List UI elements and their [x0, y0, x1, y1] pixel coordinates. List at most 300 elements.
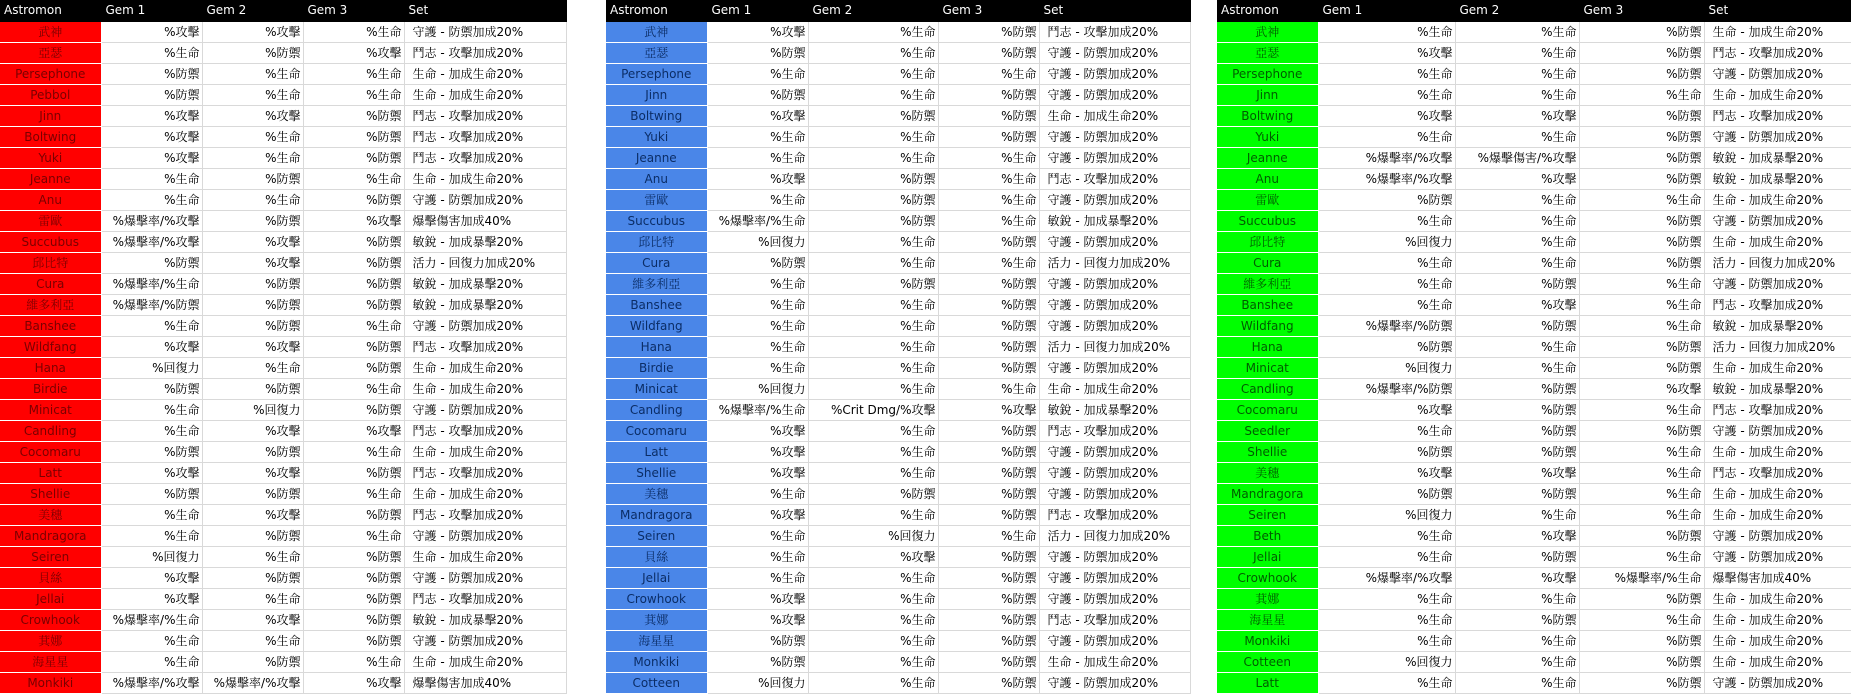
- gem1-cell[interactable]: %回復力: [707, 378, 808, 399]
- gem1-cell[interactable]: %生命: [1318, 294, 1455, 315]
- set-cell[interactable]: 守護 - 防禦加成20%: [1039, 84, 1190, 105]
- set-cell[interactable]: 敏銳 - 加成暴擊20%: [1704, 168, 1851, 189]
- gem1-cell[interactable]: %防禦: [101, 378, 202, 399]
- set-cell[interactable]: 生命 - 加成生命20%: [1039, 105, 1190, 126]
- gem2-cell[interactable]: %攻擊: [202, 504, 303, 525]
- astromon-name-cell[interactable]: 美穗: [0, 504, 101, 525]
- astromon-header[interactable]: Astromon: [1217, 0, 1318, 21]
- gem2-cell[interactable]: %防禦: [202, 441, 303, 462]
- gem2-cell[interactable]: %生命: [1455, 210, 1579, 231]
- astromon-name-cell[interactable]: Birdie: [0, 378, 101, 399]
- gem3-cell[interactable]: %生命: [1579, 441, 1704, 462]
- gem2-cell[interactable]: %防禦: [202, 315, 303, 336]
- astromon-name-cell[interactable]: Crowhook: [1217, 567, 1318, 588]
- gem3-cell[interactable]: %防禦: [303, 462, 404, 483]
- astromon-name-cell[interactable]: Jellai: [1217, 546, 1318, 567]
- gem3-cell[interactable]: %防禦: [938, 630, 1039, 651]
- gem1-cell[interactable]: %攻擊: [101, 588, 202, 609]
- gem3-cell[interactable]: %防禦: [938, 126, 1039, 147]
- set-cell[interactable]: 守護 - 防禦加成20%: [404, 21, 566, 42]
- astromon-name-cell[interactable]: 邱比特: [1217, 231, 1318, 252]
- gem3-cell[interactable]: %生命: [938, 378, 1039, 399]
- gem3-cell[interactable]: %防禦: [938, 84, 1039, 105]
- gem3-cell[interactable]: %防禦: [938, 357, 1039, 378]
- gem3-cell[interactable]: %防禦: [1579, 147, 1704, 168]
- set-cell[interactable]: 鬥志 - 攻擊加成20%: [404, 126, 566, 147]
- gem1-header[interactable]: Gem 1: [101, 0, 202, 21]
- set-cell[interactable]: 鬥志 - 攻擊加成20%: [1039, 420, 1190, 441]
- astromon-name-cell[interactable]: Hana: [1217, 336, 1318, 357]
- gem1-cell[interactable]: %生命: [707, 273, 808, 294]
- astromon-name-cell[interactable]: Jeanne: [0, 168, 101, 189]
- gem3-cell[interactable]: %生命: [1579, 84, 1704, 105]
- set-cell[interactable]: 生命 - 加成生命20%: [1704, 630, 1851, 651]
- set-cell[interactable]: 守護 - 防禦加成20%: [1039, 462, 1190, 483]
- gem2-cell[interactable]: %生命: [808, 231, 938, 252]
- gem1-cell[interactable]: %生命: [1318, 63, 1455, 84]
- gem1-cell[interactable]: %爆擊率/%生命: [101, 273, 202, 294]
- gem2-cell[interactable]: %生命: [202, 147, 303, 168]
- gem1-cell[interactable]: %攻擊: [707, 609, 808, 630]
- gem3-cell[interactable]: %防禦: [303, 630, 404, 651]
- set-cell[interactable]: 鬥志 - 攻擊加成20%: [404, 420, 566, 441]
- gem1-cell[interactable]: %回復力: [1318, 231, 1455, 252]
- gem1-cell[interactable]: %生命: [1318, 21, 1455, 42]
- gem1-header[interactable]: Gem 1: [1318, 0, 1455, 21]
- gem1-cell[interactable]: %生命: [707, 357, 808, 378]
- gem2-cell[interactable]: %生命: [1455, 252, 1579, 273]
- gem1-cell[interactable]: %生命: [1318, 630, 1455, 651]
- astromon-name-cell[interactable]: Wildfang: [1217, 315, 1318, 336]
- gem3-cell[interactable]: %生命: [938, 147, 1039, 168]
- gem2-cell[interactable]: %防禦: [808, 483, 938, 504]
- gem2-cell[interactable]: %生命: [808, 63, 938, 84]
- set-cell[interactable]: 鬥志 - 攻擊加成20%: [1039, 504, 1190, 525]
- gem1-cell[interactable]: %生命: [101, 525, 202, 546]
- set-cell[interactable]: 守護 - 防禦加成20%: [1039, 42, 1190, 63]
- astromon-name-cell[interactable]: Jellai: [0, 588, 101, 609]
- gem3-cell[interactable]: %防禦: [938, 567, 1039, 588]
- gem3-cell[interactable]: %防禦: [303, 231, 404, 252]
- gem1-cell[interactable]: %爆擊率/%生命: [707, 210, 808, 231]
- astromon-name-cell[interactable]: 海星星: [1217, 609, 1318, 630]
- gem2-cell[interactable]: %生命: [808, 252, 938, 273]
- gem3-cell[interactable]: %生命: [303, 441, 404, 462]
- gem1-cell[interactable]: %回復力: [707, 231, 808, 252]
- gem2-cell[interactable]: %防禦: [808, 210, 938, 231]
- gem1-cell[interactable]: %攻擊: [707, 420, 808, 441]
- gem1-cell[interactable]: %生命: [1318, 609, 1455, 630]
- set-cell[interactable]: 敏銳 - 加成暴擊20%: [1039, 210, 1190, 231]
- astromon-name-cell[interactable]: 雷歐: [606, 189, 707, 210]
- astromon-name-cell[interactable]: Seiren: [606, 525, 707, 546]
- astromon-name-cell[interactable]: Jeanne: [606, 147, 707, 168]
- astromon-name-cell[interactable]: Yuki: [0, 147, 101, 168]
- set-cell[interactable]: 守護 - 防禦加成20%: [1039, 546, 1190, 567]
- astromon-name-cell[interactable]: Latt: [0, 462, 101, 483]
- set-cell[interactable]: 敏銳 - 加成暴擊20%: [404, 231, 566, 252]
- set-cell[interactable]: 生命 - 加成生命20%: [404, 441, 566, 462]
- gem3-cell[interactable]: %生命: [303, 651, 404, 672]
- set-cell[interactable]: 敏銳 - 加成暴擊20%: [1704, 147, 1851, 168]
- gem3-cell[interactable]: %生命: [1579, 609, 1704, 630]
- astromon-name-cell[interactable]: Cura: [0, 273, 101, 294]
- set-cell[interactable]: 生命 - 加成生命20%: [404, 357, 566, 378]
- gem1-cell[interactable]: %攻擊: [707, 462, 808, 483]
- gem2-cell[interactable]: %生命: [1455, 126, 1579, 147]
- gem1-cell[interactable]: %防禦: [1318, 189, 1455, 210]
- gem3-cell[interactable]: %防禦: [303, 504, 404, 525]
- gem2-cell[interactable]: %攻擊: [202, 609, 303, 630]
- astromon-name-cell[interactable]: Jinn: [606, 84, 707, 105]
- gem1-cell[interactable]: %防禦: [707, 84, 808, 105]
- astromon-name-cell[interactable]: 萁娜: [606, 609, 707, 630]
- gem2-cell[interactable]: %回復力: [202, 399, 303, 420]
- set-cell[interactable]: 生命 - 加成生命20%: [404, 378, 566, 399]
- gem3-cell[interactable]: %防禦: [1579, 336, 1704, 357]
- astromon-name-cell[interactable]: Wildfang: [0, 336, 101, 357]
- gem1-cell[interactable]: %生命: [1318, 588, 1455, 609]
- gem3-cell[interactable]: %防禦: [1579, 63, 1704, 84]
- gem2-cell[interactable]: %生命: [1455, 630, 1579, 651]
- gem2-cell[interactable]: %攻擊: [1455, 168, 1579, 189]
- gem1-cell[interactable]: %攻擊: [101, 336, 202, 357]
- gem3-cell[interactable]: %攻擊: [303, 210, 404, 231]
- gem1-cell[interactable]: %生命: [1318, 546, 1455, 567]
- gem3-cell[interactable]: %防禦: [1579, 252, 1704, 273]
- gem1-cell[interactable]: %爆擊率/%攻擊: [1318, 147, 1455, 168]
- astromon-name-cell[interactable]: Minicat: [0, 399, 101, 420]
- set-cell[interactable]: 守護 - 防禦加成20%: [404, 630, 566, 651]
- gem1-cell[interactable]: %爆擊率/%攻擊: [1318, 567, 1455, 588]
- gem1-cell[interactable]: %生命: [1318, 420, 1455, 441]
- set-cell[interactable]: 鬥志 - 攻擊加成20%: [404, 147, 566, 168]
- astromon-name-cell[interactable]: 海星星: [606, 630, 707, 651]
- gem1-cell[interactable]: %生命: [707, 336, 808, 357]
- gem1-cell[interactable]: %攻擊: [101, 126, 202, 147]
- gem3-cell[interactable]: %防禦: [938, 315, 1039, 336]
- gem2-cell[interactable]: %生命: [808, 441, 938, 462]
- gem3-cell[interactable]: %生命: [303, 378, 404, 399]
- set-cell[interactable]: 守護 - 防禦加成20%: [1039, 126, 1190, 147]
- gem2-cell[interactable]: %防禦: [202, 168, 303, 189]
- gem1-cell[interactable]: %防禦: [101, 252, 202, 273]
- gem3-header[interactable]: Gem 3: [1579, 0, 1704, 21]
- astromon-name-cell[interactable]: Cura: [1217, 252, 1318, 273]
- set-cell[interactable]: 守護 - 防禦加成20%: [1039, 630, 1190, 651]
- astromon-name-cell[interactable]: Minicat: [1217, 357, 1318, 378]
- set-cell[interactable]: 守護 - 防禦加成20%: [1039, 357, 1190, 378]
- set-cell[interactable]: 生命 - 加成生命20%: [404, 84, 566, 105]
- gem2-cell[interactable]: %防禦: [202, 483, 303, 504]
- astromon-name-cell[interactable]: Anu: [1217, 168, 1318, 189]
- set-cell[interactable]: 生命 - 加成生命20%: [1704, 651, 1851, 672]
- gem2-cell[interactable]: %生命: [202, 588, 303, 609]
- astromon-name-cell[interactable]: 武神: [1217, 21, 1318, 42]
- astromon-name-cell[interactable]: Anu: [606, 168, 707, 189]
- gem1-cell[interactable]: %爆擊率/%生命: [707, 399, 808, 420]
- set-cell[interactable]: 鬥志 - 攻擊加成20%: [1704, 294, 1851, 315]
- gem2-cell[interactable]: %生命: [808, 21, 938, 42]
- gem3-cell[interactable]: %防禦: [303, 105, 404, 126]
- gem2-cell[interactable]: %防禦: [1455, 420, 1579, 441]
- gem1-cell[interactable]: %防禦: [1318, 336, 1455, 357]
- gem1-cell[interactable]: %生命: [101, 504, 202, 525]
- gem1-cell[interactable]: %防禦: [707, 252, 808, 273]
- gem3-cell[interactable]: %防禦: [303, 399, 404, 420]
- astromon-header[interactable]: Astromon: [0, 0, 101, 21]
- gem1-cell[interactable]: %回復力: [101, 357, 202, 378]
- gem3-cell[interactable]: %防禦: [303, 147, 404, 168]
- set-cell[interactable]: 生命 - 加成生命20%: [1704, 588, 1851, 609]
- astromon-name-cell[interactable]: 海星星: [0, 651, 101, 672]
- astromon-name-cell[interactable]: Hana: [0, 357, 101, 378]
- astromon-name-cell[interactable]: Shellie: [1217, 441, 1318, 462]
- gem1-cell[interactable]: %攻擊: [707, 504, 808, 525]
- gem2-header[interactable]: Gem 2: [808, 0, 938, 21]
- gem2-header[interactable]: Gem 2: [202, 0, 303, 21]
- gem2-cell[interactable]: %生命: [808, 357, 938, 378]
- gem1-cell[interactable]: %生命: [707, 315, 808, 336]
- gem1-cell[interactable]: %攻擊: [101, 567, 202, 588]
- gem2-cell[interactable]: %生命: [808, 420, 938, 441]
- gem1-cell[interactable]: %防禦: [1318, 483, 1455, 504]
- gem1-cell[interactable]: %攻擊: [707, 588, 808, 609]
- astromon-name-cell[interactable]: Banshee: [0, 315, 101, 336]
- set-cell[interactable]: 生命 - 加成生命20%: [1704, 441, 1851, 462]
- gem1-cell[interactable]: %生命: [101, 189, 202, 210]
- set-cell[interactable]: 鬥志 - 攻擊加成20%: [1039, 21, 1190, 42]
- gem2-cell[interactable]: %生命: [808, 84, 938, 105]
- gem3-cell[interactable]: %生命: [938, 252, 1039, 273]
- gem2-cell[interactable]: %防禦: [808, 105, 938, 126]
- gem3-cell[interactable]: %防禦: [303, 126, 404, 147]
- gem2-cell[interactable]: %攻擊: [202, 462, 303, 483]
- gem1-cell[interactable]: %生命: [1318, 525, 1455, 546]
- gem2-cell[interactable]: %生命: [202, 189, 303, 210]
- gem2-cell[interactable]: %攻擊: [202, 420, 303, 441]
- set-cell[interactable]: 鬥志 - 攻擊加成20%: [1039, 168, 1190, 189]
- gem3-cell[interactable]: %攻擊: [938, 399, 1039, 420]
- gem2-cell[interactable]: %攻擊: [1455, 525, 1579, 546]
- set-cell[interactable]: 守護 - 防禦加成20%: [1039, 294, 1190, 315]
- gem1-cell[interactable]: %攻擊: [101, 462, 202, 483]
- gem3-cell[interactable]: %防禦: [303, 609, 404, 630]
- set-cell[interactable]: 鬥志 - 攻擊加成20%: [1704, 105, 1851, 126]
- set-cell[interactable]: 生命 - 加成生命20%: [1704, 357, 1851, 378]
- astromon-name-cell[interactable]: 萁娜: [1217, 588, 1318, 609]
- gem3-cell[interactable]: %防禦: [938, 42, 1039, 63]
- gem2-cell[interactable]: %Crit Dmg/%攻擊: [808, 399, 938, 420]
- gem1-cell[interactable]: %生命: [101, 168, 202, 189]
- astromon-name-cell[interactable]: Beth: [1217, 525, 1318, 546]
- gem2-cell[interactable]: %生命: [808, 147, 938, 168]
- set-cell[interactable]: 守護 - 防禦加成20%: [1704, 546, 1851, 567]
- set-cell[interactable]: 守護 - 防禦加成20%: [1039, 147, 1190, 168]
- gem2-cell[interactable]: %攻擊: [1455, 105, 1579, 126]
- gem2-cell[interactable]: %生命: [1455, 21, 1579, 42]
- gem3-cell[interactable]: %防禦: [938, 651, 1039, 672]
- gem2-cell[interactable]: %爆擊傷害/%攻擊: [1455, 147, 1579, 168]
- gem3-cell[interactable]: %防禦: [1579, 672, 1704, 693]
- set-cell[interactable]: 活力 - 回復力加成20%: [1039, 525, 1190, 546]
- set-cell[interactable]: 守護 - 防禦加成20%: [1039, 441, 1190, 462]
- gem2-cell[interactable]: %防禦: [1455, 399, 1579, 420]
- gem1-cell[interactable]: %生命: [1318, 672, 1455, 693]
- gem2-cell[interactable]: %攻擊: [202, 231, 303, 252]
- gem3-cell[interactable]: %生命: [1579, 273, 1704, 294]
- gem2-cell[interactable]: %防禦: [1455, 315, 1579, 336]
- gem3-cell[interactable]: %防禦: [1579, 105, 1704, 126]
- set-cell[interactable]: 生命 - 加成生命20%: [1039, 378, 1190, 399]
- gem2-cell[interactable]: %生命: [808, 630, 938, 651]
- astromon-name-cell[interactable]: Cocomaru: [606, 420, 707, 441]
- gem1-cell[interactable]: %回復力: [1318, 357, 1455, 378]
- set-cell[interactable]: 鬥志 - 攻擊加成20%: [404, 504, 566, 525]
- set-cell[interactable]: 守護 - 防禦加成20%: [1704, 210, 1851, 231]
- set-cell[interactable]: 守護 - 防禦加成20%: [1039, 189, 1190, 210]
- astromon-name-cell[interactable]: 維多利亞: [606, 273, 707, 294]
- gem3-cell[interactable]: %生命: [938, 210, 1039, 231]
- gem3-cell[interactable]: %防禦: [938, 504, 1039, 525]
- gem3-cell[interactable]: %防禦: [938, 462, 1039, 483]
- astromon-name-cell[interactable]: Persephone: [606, 63, 707, 84]
- astromon-name-cell[interactable]: 維多利亞: [1217, 273, 1318, 294]
- astromon-name-cell[interactable]: Wildfang: [606, 315, 707, 336]
- gem3-cell[interactable]: %防禦: [938, 609, 1039, 630]
- gem1-cell[interactable]: %防禦: [101, 441, 202, 462]
- set-cell[interactable]: 守護 - 防禦加成20%: [1704, 525, 1851, 546]
- set-cell[interactable]: 鬥志 - 攻擊加成20%: [404, 42, 566, 63]
- gem1-cell[interactable]: %生命: [707, 294, 808, 315]
- set-cell[interactable]: 生命 - 加成生命20%: [1704, 84, 1851, 105]
- astromon-name-cell[interactable]: 雷歐: [0, 210, 101, 231]
- astromon-name-cell[interactable]: Candling: [1217, 378, 1318, 399]
- astromon-name-cell[interactable]: 美穗: [606, 483, 707, 504]
- astromon-name-cell[interactable]: Seiren: [0, 546, 101, 567]
- gem2-cell[interactable]: %防禦: [202, 210, 303, 231]
- gem2-cell[interactable]: %防禦: [202, 378, 303, 399]
- gem2-cell[interactable]: %防禦: [808, 273, 938, 294]
- gem1-cell[interactable]: %生命: [101, 399, 202, 420]
- gem2-cell[interactable]: %生命: [1455, 84, 1579, 105]
- gem2-cell[interactable]: %生命: [1455, 357, 1579, 378]
- set-cell[interactable]: 爆擊傷害加成40%: [404, 672, 566, 693]
- astromon-name-cell[interactable]: Crowhook: [606, 588, 707, 609]
- gem1-cell[interactable]: %攻擊: [707, 21, 808, 42]
- gem3-cell[interactable]: %防禦: [1579, 525, 1704, 546]
- gem2-cell[interactable]: %防禦: [1455, 609, 1579, 630]
- set-header[interactable]: Set: [1704, 0, 1851, 21]
- gem1-cell[interactable]: %生命: [707, 189, 808, 210]
- gem2-cell[interactable]: %攻擊: [202, 252, 303, 273]
- gem3-cell[interactable]: %防禦: [1579, 126, 1704, 147]
- gem3-cell[interactable]: %防禦: [938, 441, 1039, 462]
- gem2-cell[interactable]: %攻擊: [1455, 294, 1579, 315]
- gem1-cell[interactable]: %生命: [101, 420, 202, 441]
- gem1-cell[interactable]: %防禦: [1318, 441, 1455, 462]
- gem2-cell[interactable]: %攻擊: [1455, 567, 1579, 588]
- gem3-cell[interactable]: %生命: [303, 525, 404, 546]
- astromon-name-cell[interactable]: Boltwing: [606, 105, 707, 126]
- gem3-cell[interactable]: %生命: [303, 21, 404, 42]
- astromon-name-cell[interactable]: 雷歐: [1217, 189, 1318, 210]
- set-cell[interactable]: 鬥志 - 攻擊加成20%: [1704, 462, 1851, 483]
- gem2-cell[interactable]: %生命: [1455, 63, 1579, 84]
- gem3-cell[interactable]: %生命: [1579, 399, 1704, 420]
- gem2-cell[interactable]: %生命: [808, 462, 938, 483]
- gem3-cell[interactable]: %防禦: [303, 546, 404, 567]
- gem3-cell[interactable]: %防禦: [938, 546, 1039, 567]
- set-cell[interactable]: 鬥志 - 攻擊加成20%: [404, 462, 566, 483]
- gem3-cell[interactable]: %防禦: [303, 567, 404, 588]
- astromon-name-cell[interactable]: 貝絲: [606, 546, 707, 567]
- gem1-cell[interactable]: %生命: [707, 147, 808, 168]
- gem2-cell[interactable]: %生命: [808, 336, 938, 357]
- gem2-cell[interactable]: %防禦: [1455, 273, 1579, 294]
- gem2-cell[interactable]: %生命: [808, 651, 938, 672]
- astromon-name-cell[interactable]: 萁娜: [0, 630, 101, 651]
- gem3-cell[interactable]: %防禦: [938, 420, 1039, 441]
- gem1-cell[interactable]: %防禦: [707, 630, 808, 651]
- set-cell[interactable]: 生命 - 加成生命20%: [1704, 231, 1851, 252]
- gem3-cell[interactable]: %防禦: [303, 189, 404, 210]
- set-cell[interactable]: 守護 - 防禦加成20%: [404, 525, 566, 546]
- set-cell[interactable]: 敏銳 - 加成暴擊20%: [404, 294, 566, 315]
- gem1-cell[interactable]: %爆擊率/%生命: [101, 609, 202, 630]
- gem1-cell[interactable]: %生命: [1318, 210, 1455, 231]
- gem3-cell[interactable]: %防禦: [938, 672, 1039, 693]
- gem2-cell[interactable]: %防禦: [202, 525, 303, 546]
- gem3-cell[interactable]: %防禦: [1579, 420, 1704, 441]
- astromon-name-cell[interactable]: Yuki: [1217, 126, 1318, 147]
- astromon-name-cell[interactable]: Cocomaru: [0, 441, 101, 462]
- set-cell[interactable]: 生命 - 加成生命20%: [1704, 504, 1851, 525]
- gem2-cell[interactable]: %防禦: [1455, 441, 1579, 462]
- gem2-cell[interactable]: %生命: [202, 357, 303, 378]
- gem2-cell[interactable]: %防禦: [202, 294, 303, 315]
- gem2-cell[interactable]: %防禦: [808, 189, 938, 210]
- gem3-cell[interactable]: %防禦: [1579, 357, 1704, 378]
- set-cell[interactable]: 鬥志 - 攻擊加成20%: [404, 588, 566, 609]
- gem1-cell[interactable]: %生命: [707, 63, 808, 84]
- set-cell[interactable]: 守護 - 防禦加成20%: [1039, 63, 1190, 84]
- astromon-name-cell[interactable]: Cotteen: [606, 672, 707, 693]
- astromon-name-cell[interactable]: Monkiki: [606, 651, 707, 672]
- set-cell[interactable]: 守護 - 防禦加成20%: [1039, 273, 1190, 294]
- gem3-cell[interactable]: %防禦: [938, 231, 1039, 252]
- gem3-cell[interactable]: %防禦: [1579, 168, 1704, 189]
- gem1-cell[interactable]: %攻擊: [1318, 399, 1455, 420]
- gem2-cell[interactable]: %防禦: [1455, 378, 1579, 399]
- gem2-header[interactable]: Gem 2: [1455, 0, 1579, 21]
- gem3-cell[interactable]: %防禦: [938, 105, 1039, 126]
- gem2-cell[interactable]: %生命: [202, 630, 303, 651]
- astromon-name-cell[interactable]: Shellie: [0, 483, 101, 504]
- gem2-cell[interactable]: %生命: [1455, 336, 1579, 357]
- set-cell[interactable]: 敏銳 - 加成暴擊20%: [404, 609, 566, 630]
- gem2-cell[interactable]: %生命: [202, 63, 303, 84]
- gem2-cell[interactable]: %生命: [202, 126, 303, 147]
- astromon-name-cell[interactable]: Jellai: [606, 567, 707, 588]
- astromon-header[interactable]: Astromon: [606, 0, 707, 21]
- gem1-cell[interactable]: %攻擊: [707, 441, 808, 462]
- gem3-cell[interactable]: %防禦: [1579, 42, 1704, 63]
- gem3-cell[interactable]: %防禦: [1579, 651, 1704, 672]
- gem3-cell[interactable]: %防禦: [303, 294, 404, 315]
- gem3-cell[interactable]: %防禦: [938, 273, 1039, 294]
- set-cell[interactable]: 敏銳 - 加成暴擊20%: [1704, 315, 1851, 336]
